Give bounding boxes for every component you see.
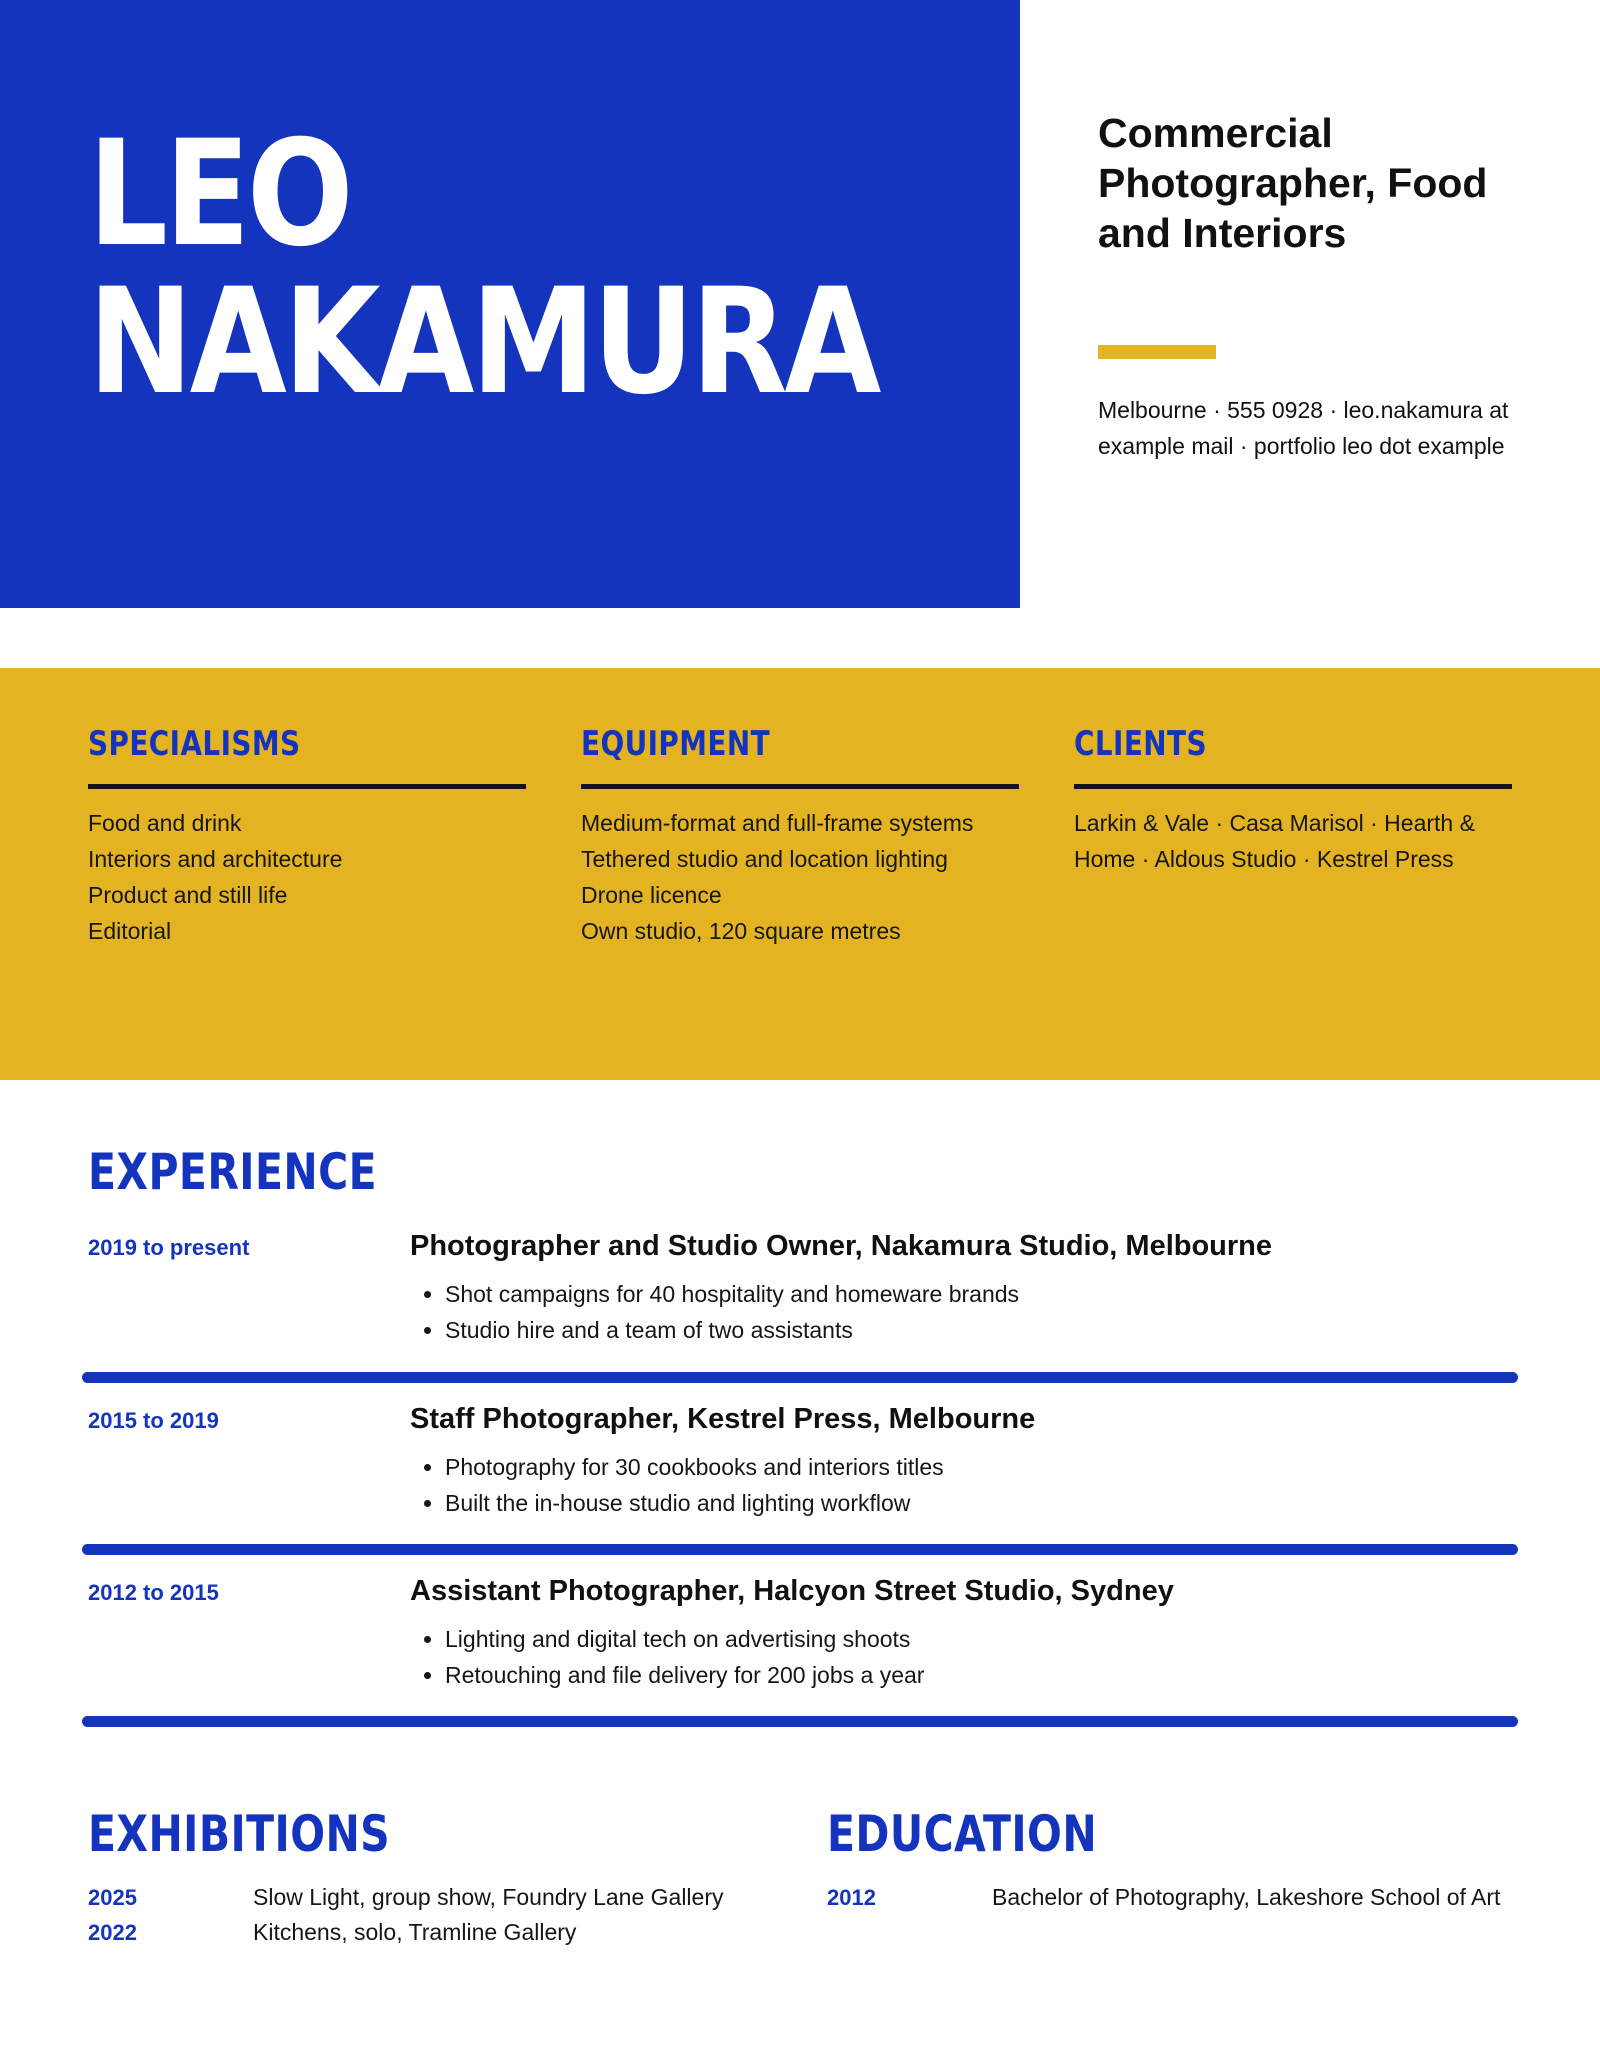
specialisms-heading: SPECIALISMS <box>88 724 301 764</box>
equipment-heading: EQUIPMENT <box>581 724 771 764</box>
job-role: Photographer and Studio Owner, Nakamura Studio, Melbourne <box>410 1230 1273 1262</box>
contact-details: Melbourne · 555 0928 · leo.nakamura at example mail · portfolio leo dot example <box>1098 397 1509 459</box>
section-rule <box>1074 784 1512 789</box>
entry-text: Bachelor of Photography, Lakeshore School of Art <box>992 1884 1501 1910</box>
header-block <box>0 0 1020 608</box>
education-entry <box>827 1880 1527 1915</box>
specialisms-section <box>88 722 526 949</box>
list-item: Interiors and architecture <box>88 846 343 872</box>
specialisms-list <box>88 805 526 949</box>
exhibition-entry <box>88 1880 738 1915</box>
job-divider <box>82 1544 1518 1555</box>
accent-divider <box>1098 345 1216 359</box>
list-item: Drone licence <box>581 882 722 908</box>
section-rule <box>581 784 1019 789</box>
list-item: Tethered studio and location lighting <box>581 846 948 872</box>
job-dates: 2012 to 2015 <box>88 1580 219 1605</box>
job-role: Assistant Photographer, Halcyon Street Studio, Sydney <box>410 1575 1174 1607</box>
job-dates: 2015 to 2019 <box>88 1408 219 1433</box>
candidate-name <box>88 109 878 427</box>
equipment-section <box>581 722 1019 949</box>
job-bullets <box>410 1276 1019 1348</box>
list-item: Own studio, 120 square metres <box>581 918 901 944</box>
entry-text: Kitchens, solo, Tramline Gallery <box>253 1919 577 1945</box>
list-item: • Built the in-house studio and lighting workflow <box>445 1485 944 1521</box>
list-item: • Photography for 30 cookbooks and interiors titles <box>445 1449 944 1485</box>
clients-list: Larkin & Vale · Casa Marisol · Hearth & Home · Aldous Studio · Kestrel Press <box>1074 810 1475 872</box>
job-bullets <box>410 1449 944 1521</box>
entry-year: 2012 <box>827 1885 876 1910</box>
list-item: Food and drink <box>88 810 242 836</box>
section-rule <box>88 784 526 789</box>
list-item: • Retouching and file delivery for 200 jobs a year <box>445 1657 924 1693</box>
name-last: NAKAMURA <box>88 257 878 427</box>
name-first: LEO <box>88 109 351 279</box>
equipment-list <box>581 805 1019 949</box>
job-divider <box>82 1716 1518 1727</box>
education-heading: EDUCATION <box>827 1805 1098 1863</box>
list-item: • Lighting and digital tech on advertising shoots <box>445 1621 924 1657</box>
exhibition-entry <box>88 1915 738 1950</box>
entry-year: 2022 <box>88 1920 137 1945</box>
clients-section <box>1074 722 1512 877</box>
list-item: Medium-format and full-frame systems <box>581 810 974 836</box>
exhibitions-heading: EXHIBITIONS <box>88 1805 391 1863</box>
clients-heading: CLIENTS <box>1074 724 1207 764</box>
list-item: • Studio hire and a team of two assistants <box>445 1312 1019 1348</box>
experience-heading: EXPERIENCE <box>88 1143 378 1201</box>
list-item: Product and still life <box>88 882 288 908</box>
job-bullets <box>410 1621 924 1693</box>
job-title: Commercial Photographer, Food and Interiors <box>1098 110 1488 256</box>
entry-text: Slow Light, group show, Foundry Lane Gallery <box>253 1884 724 1910</box>
entry-year: 2025 <box>88 1885 137 1910</box>
list-item: Editorial <box>88 918 172 944</box>
job-divider <box>82 1372 1518 1383</box>
job-role: Staff Photographer, Kestrel Press, Melbourne <box>410 1403 1036 1435</box>
job-dates: 2019 to present <box>88 1235 250 1260</box>
list-item: • Shot campaigns for 40 hospitality and homeware brands <box>445 1276 1019 1312</box>
